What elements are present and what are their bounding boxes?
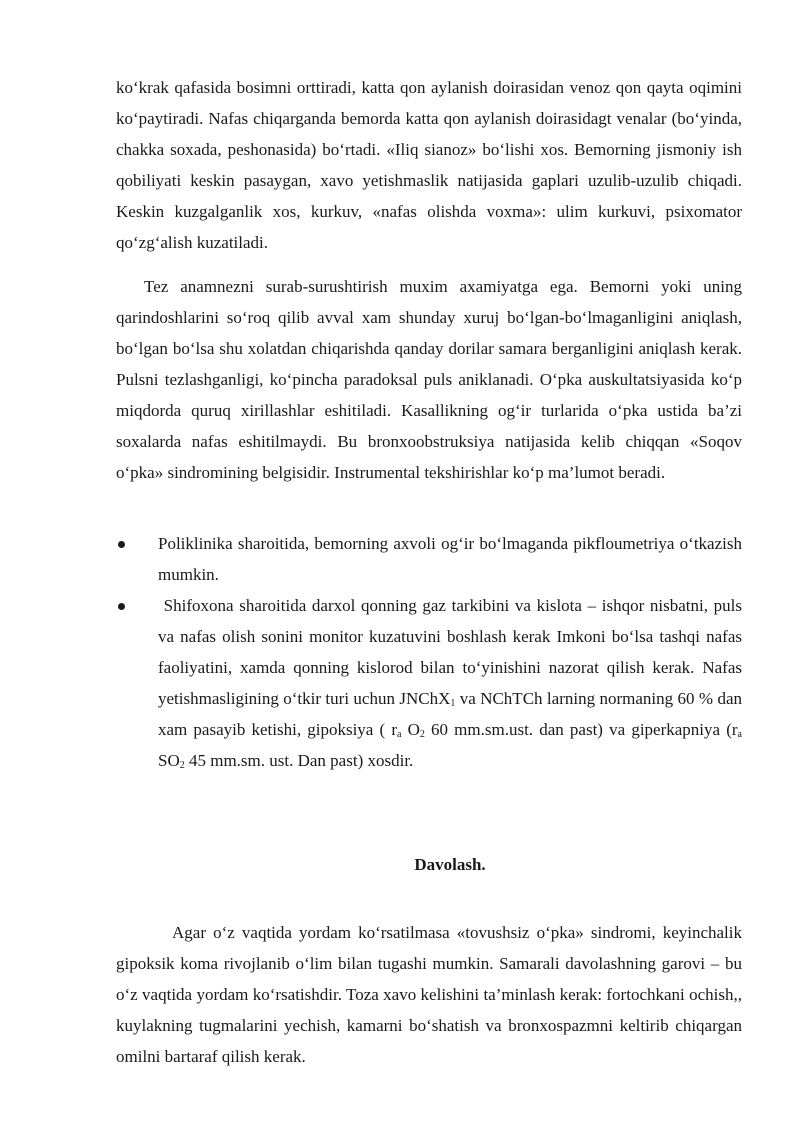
bullet-icon bbox=[118, 603, 125, 610]
paragraph-anamnesis: Tez anamnezni surab-surushtirish muxim axamiyatga ega. Bemorni yoki uning qarindoshlarini so‘roq qilib avval xam shunday xuruj bo‘lgan-bo‘lmaganligini aniqlash, bo‘lgan bo‘lsa shu xolatdan chiqarishda qanday dorilar samara berganligini aniqlash kerak. Pulsni tezlashganligi, ko‘pincha paradoksal puls aniklanadi. O‘pka auskultatsiyasida ko‘p miqdorda quruq xirillashlar eshitiladi. Kasallikning og‘ir turlarida o‘pka ustida ba’zi soxalarda nafas eshitilmaydi. Bu bronxoobstruksiya natijasida kelib chiqqan «Soqov o‘pka» sindromining belgisidir. Instrumental tekshirishlar ko‘p ma’lumot beradi. bbox=[116, 277, 742, 482]
list-item-text: Poliklinika sharoitida, bemorning axvoli og‘ir bo‘lmaganda pikfloumetriya o‘tkazish mumkin. bbox=[158, 534, 742, 584]
list-item bbox=[116, 590, 742, 776]
bullet-list bbox=[116, 528, 742, 776]
section-heading bbox=[0, 855, 800, 875]
list-item bbox=[116, 528, 742, 590]
section-heading-text: Davolash. bbox=[414, 855, 486, 874]
paragraph-intro: ko‘krak qafasida bosimni orttiradi, katta qon aylanish doirasidan venoz qon qayta oqimini ko‘paytiradi. Nafas chiqarganda bemorda katta qon aylanish doirasidagt venalar (bo‘yinda, chakka soxada, peshonasida) bo‘rtadi. «Iliq sianoz» bo‘lishi xos. Bemorning jismoniy ish qobiliyati keskin pasaygan, xavo yetishmaslik natijasida gaplari uzulib-uzulib chiqadi. Keskin kuzgalganlik xos, kurkuv, «nafas olishda voxma»: ulim kurkuvi, psixomator qo‘zg‘alish kuzatiladi. bbox=[116, 78, 742, 252]
paragraph-treatment: Agar o‘z vaqtida yordam ko‘rsatilmasa «tovushsiz o‘pka» sindromi, keyinchalik gipoksik koma rivojlanib o‘lim bilan tugashi mumkin. Samarali davolashning garovi – bu o‘z vaqtida yordam ko‘rsatishdir. Toza xavo kelishini ta’minlash kerak: fortochkani ochish,, kuylakning tugmalarini yechish, kamarni bo‘shatish va bronxospazmni keltirib chiqargan omilni bartaraf qilish kerak. bbox=[116, 923, 742, 1066]
list-item-text: Shifoxona sharoitida darxol qonning gaz tarkibini va kislota – ishqor nisbatni, puls va nafas olish sonini monitor kuzatuvini boshlash kerak Imkoni bo‘lsa tashqi nafas faoliyatini, xamda qonning kislorod bilan to‘yinishini nazorat qilish kerak. Nafas yetishmasligining o‘tkir turi uchun JNChX$_1$ va NChTCh larning normaning 60 % dan xam pasayib ketishi, gipoksiya ( $r_a$ $O_2$ 60 mm.sm.ust. dan past) va giperkapniya ($r_a$ $SO_2$ 45 mm.sm. ust. Dan past) xosdir. bbox=[158, 596, 743, 771]
bullet-icon bbox=[118, 541, 125, 548]
